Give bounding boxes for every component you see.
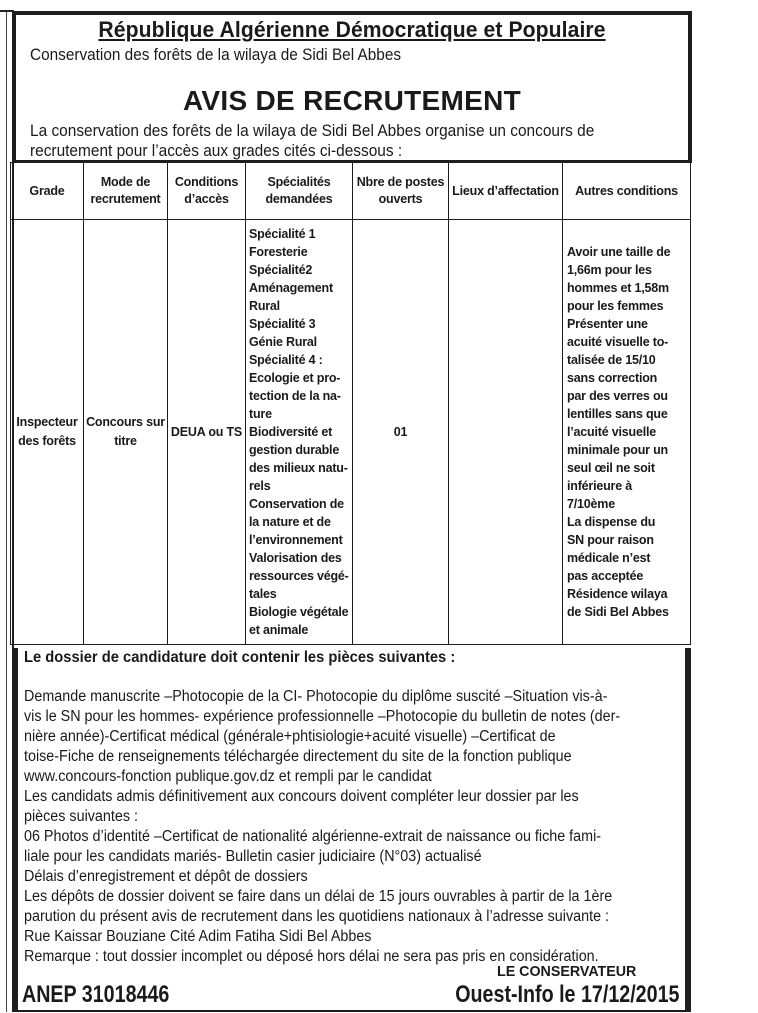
intro-paragraph (30, 121, 675, 161)
column-header-lieux: Lieux d’affectation (449, 163, 563, 220)
text-line: Conservation de (249, 497, 344, 511)
text-line: Génie Rural (249, 335, 317, 349)
cell-lieux (449, 220, 563, 645)
text-line: Aménagement (249, 281, 333, 295)
text-line: Demande manuscrite –Photocopie de la CI- Photocopie du diplôme suscité –Situation vis-à- (24, 688, 608, 705)
column-header-mode: Mode de recrutement (84, 163, 168, 220)
text-line: ressources végé- (249, 569, 349, 583)
text-line: gestion durable (249, 443, 340, 457)
table-header-row (11, 163, 691, 220)
text-line: Résidence wilaya (567, 587, 668, 601)
text-line: Les candidats admis définitivement aux concours doivent compléter leur dossier par les (24, 788, 579, 805)
text-line: la nature et de (249, 515, 331, 529)
recruitment-table (10, 162, 691, 645)
text-line: Biologie végétale (249, 605, 349, 619)
cell-mode: Concours sur titre (84, 220, 168, 645)
text-line: vis le SN pour les hommes- expérience professionnelle –Photocopie du bulletin de notes (der- (24, 708, 621, 725)
intro-line: recrutement pour l’accès aux grades cités ci-dessous : (30, 142, 403, 160)
publication-credit: Ouest-Info le 17/12/2015 (454, 981, 679, 1008)
text-line: par des verres ou (567, 389, 668, 403)
text-line: pour les femmes (567, 299, 664, 313)
text-line: Rue Kaissar Bouziane Cité Adim Fatiha Sidi Bel Abbes (24, 928, 372, 945)
text-line: lentilles sans que (567, 407, 668, 421)
text-line: Présenter une (567, 317, 648, 331)
republic-title: République Algérienne Démocratique et Populaire (98, 17, 606, 42)
text-line: toise-Fiche de renseignements téléchargée directement du site de la fonction publique (24, 748, 572, 765)
text-line: Spécialité 4 : (249, 353, 323, 367)
text-line: des milieux natu- (249, 461, 348, 475)
text-line: minimale pour un (567, 443, 668, 457)
text-line: parution du présent avis de recrutement dans les quotidiens nationaux à l’adresse suivante : (24, 908, 610, 925)
column-header-conditions: Conditions d’accès (168, 163, 246, 220)
text-line: Rural (249, 299, 280, 313)
intro-line: La conservation des forêts de la wilaya de Sidi Bel Abbes organise un concours de (30, 122, 595, 140)
text-line: de Sidi Bel Abbes (567, 605, 669, 619)
text-line: pièces suivantes : (24, 808, 138, 825)
text-line: www.concours-fonction publique.gov.dz et rempli par le candidat (24, 768, 432, 785)
text-line: talisée de 15/10 (567, 353, 656, 367)
text-line: 1,66m pour les (567, 263, 652, 277)
text-line: Avoir une taille de (567, 245, 671, 259)
text-line: rels (249, 479, 271, 493)
text-line: Délais d’enregistrement et dépôt de dossiers (24, 868, 308, 885)
text-line: Biodiversité et (249, 425, 333, 439)
text-line: inférieure à (567, 479, 632, 493)
text-line: SN pour raison (567, 533, 654, 547)
text-line: Remarque : tout dossier incomplet ou déposé hors délai ne sera pas pris en considération. (24, 948, 599, 965)
text-line: nière année)-Certificat médical (générale+phtisiologie+acuité visuelle) –Certificat de (24, 728, 556, 745)
issuer-line: Conservation des forêts de la wilaya de Sidi Bel Abbes (30, 46, 402, 64)
text-line: l’environnement (249, 533, 343, 547)
text-line: 06 Photos d’identité –Certificat de nationalité algérienne-extrait de naissance ou fiche fami- (24, 828, 602, 845)
anep-reference: ANEP 31018446 (22, 981, 170, 1008)
text-line: hommes et 1,58m (567, 281, 669, 295)
text-line: sans correction (567, 371, 658, 385)
recruitment-table-wrap (10, 162, 690, 645)
text-line: ture (249, 407, 272, 421)
dossier-heading: Le dossier de candidature doit contenir les pièces suivantes : (24, 649, 456, 666)
cell-specialites (246, 220, 353, 645)
text-line: acuité visuelle to- (567, 335, 669, 349)
text-line: pas acceptée (567, 569, 644, 583)
text-line: tales (249, 587, 277, 601)
page-title: AVIS DE RECRUTEMENT (182, 85, 522, 116)
text-line: Ecologie et pro- (249, 371, 341, 385)
text-line: Valorisation des (249, 551, 342, 565)
column-header-nbre-postes: Nbre de postes ouverts (353, 163, 449, 220)
text-line: médicale n’est (567, 551, 651, 565)
page-edge-vline (6, 12, 7, 1012)
text-line: tection de la na- (249, 389, 341, 403)
announcement-header (12, 11, 692, 163)
text-line: Spécialité2 (249, 263, 313, 277)
cell-conditions: DEUA ou TS (168, 220, 246, 645)
column-header-autres: Autres conditions (563, 163, 691, 220)
text-line: l’acuité visuelle (567, 425, 657, 439)
text-line: et animale (249, 623, 309, 637)
cell-autres-conditions (563, 220, 691, 645)
text-line: Foresterie (249, 245, 308, 259)
text-line: Spécialité 3 (249, 317, 316, 331)
cell-nbre-postes: 01 (353, 220, 449, 645)
text-line: Les dépôts de dossier doivent se faire dans un délai de 15 jours ouvrables à partir de la 1ère (24, 888, 613, 905)
dossier-section (12, 648, 691, 1012)
dossier-body (24, 687, 672, 967)
cell-grade: Inspecteur des forêts (11, 220, 84, 645)
table-row (11, 220, 691, 645)
text-line: liale pour les candidats mariés- Bulletin casier judiciaire (N°03) actualisé (24, 848, 482, 865)
signatory: LE CONSERVATEUR (497, 963, 637, 980)
text-line: 7/10ème (567, 497, 615, 511)
text-line: seul œil ne soit (567, 461, 655, 475)
column-header-specialites: Spécialités demandées (246, 163, 353, 220)
column-header-grade: Grade (11, 163, 84, 220)
text-line: La dispense du (567, 515, 656, 529)
text-line: Spécialité 1 (249, 227, 316, 241)
